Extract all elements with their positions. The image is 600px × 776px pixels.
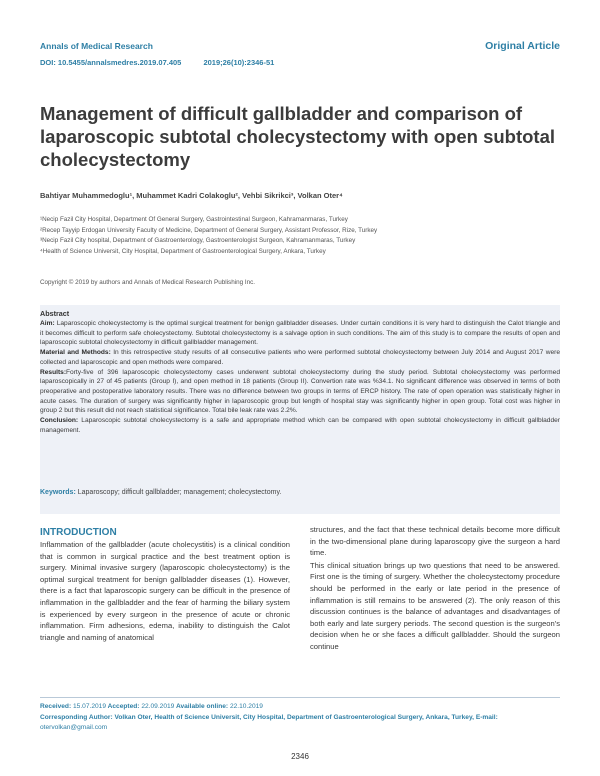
accepted-label: Accepted: <box>107 703 140 710</box>
results-label: Results: <box>40 368 67 376</box>
authors: Bahtiyar Muhammedoglu¹, Muhammet Kadri Colakoglu², Vehbi Sikrikci³, Volkan Oter⁴ <box>40 191 343 200</box>
affiliation-2: ²Recep Tayyip Erdogan University Faculty of Medicine, Department of General Surgery, Assistant Professor, Rize, Turkey <box>40 226 378 234</box>
conclusion-label: Conclusion: <box>40 417 79 425</box>
aim-text: Laparoscopic cholecystectomy is the optimal surgical treatment for benign gallbladder diseases. Under curtain conditions it is very hard to distinguish the Calot triangle and it becomes difficult to perform safe cholecystectomy. Subtotal cholecystectomy is a salvage option in such conditions. The aim of this study is to compare the results of open and laparoscopic subtotal cholecystectomy in difficult gallbladder management. <box>40 320 560 347</box>
doi-line <box>40 58 274 67</box>
intro-paragraph-continued: structures, and the fact that these technical details become more difficult in the two-dimensional plane during laparoscopy give the surgeon a hard time. <box>310 525 560 558</box>
methods-label: Material and Methods: <box>40 349 111 357</box>
email-link[interactable]: otervolkan@gmail.com <box>40 724 108 731</box>
results-text: Forty-five of 396 laparoscopic cholecystectomy cases underwent subtotal cholecystectomy during the study period. Subtotal cholecystectomy was performed laparoscopically in 27 of 45 patients (Group I), and open method in 18 patients (Group II). Convertion rate was %34.1. No significant difference was observed in terms of both preoperative and postoperative laboratory results. There was no difference between two groups in terms of ERCP history. The rate of open operation was statistically higher in acute cases. The duration of surgery was significantly higher in laparoscopic group but length of hospital stay was significantly higher in open group. Total cost was higher in group 2 but this result did not reach statistical significance. Total bile leak rate was 2.2%. <box>40 368 560 415</box>
accepted-date: 22.09.2019 <box>141 703 175 710</box>
received-date: 15.07.2019 <box>73 703 107 710</box>
intro-paragraph-2: This clinical situation brings up two questions that need to be answered. First one is the timing of surgery. Whether the cholecystectomy procedure should be performed in the early or late period in the presence of inflammation is still remains to be answered (2). The only reason of this discussion continues is the balance of advantages and disadvantages of both early and late surgery periods. The second question is the surgeon's decision when he or she faces a difficult gallbladder. Should the surgeon continue <box>310 560 560 651</box>
corresponding-label: Corresponding Author: <box>40 713 113 721</box>
intro-paragraph-1: Inflammation of the gallbladder (acute cholecystitis) is a clinical condition that is common in surgical practice and the best treatment option is surgery. Minimal invasive surgery (laparoscopic cholecystectomy) is the optimal surgical treatment for benign gallbladder diseases (1). However, there is a fact that laparoscopic surgery can be difficult in the presence of inflammation in the gallbladder and the fear of harming the biliary system is experienced by every surgeon in the presence of acute or chronic inflammation. Firm adhesions, edema, inability to distinguish the Calot triangle and naming of anatomical <box>40 540 290 642</box>
introduction-heading: INTRODUCTION <box>40 527 117 538</box>
body-column-right <box>310 524 560 653</box>
methods-text: In this retrospective study results of all consecutive patients who were performed subtotal cholecystectomy between July 2014 and August 2017 were collected and laparoscopic and open methods were compared. <box>40 349 560 366</box>
article-type: Original Article <box>485 40 560 52</box>
keywords-text: Laparoscopy; difficult gallbladder; management; cholecystectomy. <box>77 489 282 496</box>
copyright: Copyright © 2019 by authors and Annals of Medical Research Publishing Inc. <box>40 279 256 286</box>
aim-label: Aim: <box>40 320 55 327</box>
dates-line <box>40 702 560 713</box>
abstract-aim <box>40 319 560 348</box>
page-number: 2346 <box>291 752 309 761</box>
affiliation-4: ⁴Health of Science Universit, City Hospital, Department of Gastroenterological Surgery, Ankara, Turkey <box>40 247 326 255</box>
doi[interactable]: DOI: 10.5455/annalsmedres.2019.07.405 <box>40 58 182 67</box>
affiliation-3: ³Necip Fazil City hospital, Department of Gastroenterology, Gastroenterologist Surgeon, Kahramanmaras, Turkey <box>40 237 356 244</box>
email-label: E-mail: <box>475 713 498 721</box>
abstract-heading: Abstract <box>40 309 70 318</box>
abstract-box <box>40 305 560 514</box>
keywords <box>40 489 281 496</box>
footer-divider <box>40 697 560 698</box>
affiliation-1: ¹Necip Fazil City Hospital, Department Of General Surgery, Gastrointestinal Surgeon, Kahramanmaras, Turkey <box>40 216 348 223</box>
article-footer <box>40 702 560 734</box>
received-label: Received: <box>40 703 72 710</box>
affiliations <box>40 215 560 257</box>
volume-info: 2019;26(10):2346-51 <box>203 58 275 67</box>
abstract-methods <box>40 348 560 367</box>
body-column-left <box>40 539 290 643</box>
corresponding-author: Volkan Oter, Health of Science Universit, City Hospital, Department of Gastroenterological Surgery, Ankara, Turkey, <box>114 713 474 721</box>
paper-title: Management of difficult gallbladder and comparison of laparoscopic subtotal cholecystectomy with open subtotal cholecystectomy <box>40 103 556 170</box>
abstract-conclusion <box>40 416 560 435</box>
online-date: 22.10.2019 <box>229 703 263 710</box>
online-label: Available online: <box>175 703 229 710</box>
conclusion-text: Laparoscopic subtotal cholecystectomy is a safe and appropriate method which can be compared with open subtotal cholecystectomy in difficult gallbladder management. <box>40 417 560 434</box>
abstract-results <box>40 368 560 417</box>
corresponding-line <box>40 713 560 734</box>
keywords-label: Keywords: <box>40 489 76 496</box>
journal-name: Annals of Medical Research <box>40 41 153 51</box>
